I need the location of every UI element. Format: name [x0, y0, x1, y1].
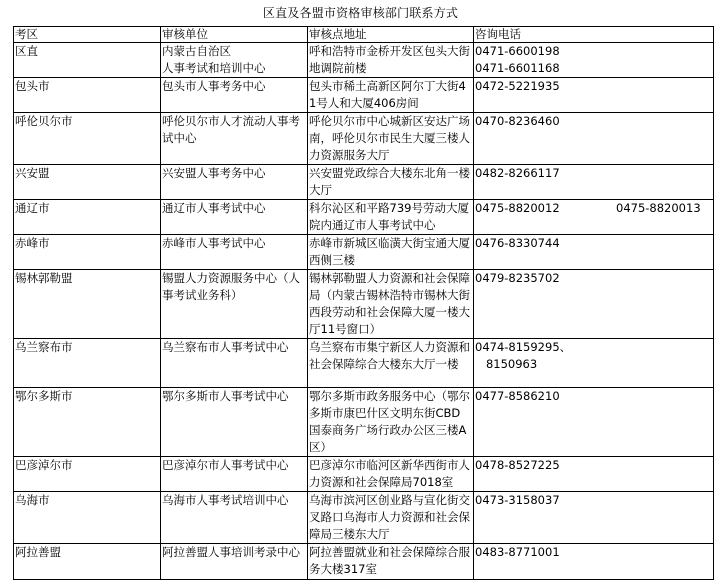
table-row — [14, 43, 714, 78]
cell-address — [308, 43, 474, 78]
table-row — [14, 235, 714, 270]
cell-unit — [161, 339, 308, 388]
cell-unit-text: 巴彦淖尔市人事考试中心 — [162, 458, 289, 472]
cell-phone-text: 0482-8266117 — [475, 166, 560, 180]
cell-address — [308, 78, 474, 113]
page-title: 区直及各盟市资格审核部门联系方式 — [262, 6, 459, 20]
cell-district — [14, 492, 161, 544]
cell-address-text: 呼伦贝尔市中心城新区安达广场南，呼伦贝尔市民生大厦三楼人力资源服务大厅 — [309, 114, 470, 162]
cell-phone-text: 0472-5221935 — [475, 79, 560, 93]
cell-phone — [474, 235, 714, 270]
cell-unit — [161, 270, 308, 339]
cell-address-text: 呼和浩特市金桥开发区包头大街地调院前楼 — [309, 44, 470, 75]
table-row — [14, 78, 714, 113]
cell-address-text: 乌兰察布市集宁新区人力资源和社会保障综合大楼东大厅一楼 — [309, 340, 470, 371]
cell-district-text: 赤峰市 — [15, 236, 50, 250]
cell-phone-text: 8150963 — [475, 357, 538, 371]
cell-address-text: 鄂尔多斯市政务服务中心（鄂尔多斯市康巴什区文明东街CBD国泰商务广场行政办公区三楼A区） — [309, 389, 470, 454]
cell-phone — [474, 388, 714, 457]
table-row — [14, 457, 714, 492]
cell-unit — [161, 235, 308, 270]
cell-district-text: 包头市 — [15, 79, 50, 93]
cell-address — [308, 457, 474, 492]
cell-unit — [161, 43, 308, 78]
cell-phone-extra: 0475-8820013 — [616, 201, 701, 215]
cell-phone — [474, 339, 714, 388]
cell-unit — [161, 113, 308, 165]
cell-unit-text: 乌海市人事考试培训中心 — [162, 493, 289, 507]
cell-address — [308, 235, 474, 270]
header-unit: 审核单位 — [161, 27, 308, 43]
cell-unit-text: 锡盟人力资源服务中心（人事考试业务科） — [162, 271, 300, 302]
cell-address-text: 阿拉善盟就业和社会保障综合服务大楼317室 — [309, 545, 470, 576]
cell-district-text: 呼伦贝尔市 — [15, 114, 73, 128]
cell-phone — [474, 78, 714, 113]
cell-phone-text: 0478-8527225 — [475, 458, 560, 472]
cell-address-text: 科尔沁区和平路739号劳动大厦院内通辽市人事考试中心 — [309, 201, 469, 232]
table-row — [14, 200, 714, 235]
cell-phone-text: 0474-8159295、 — [475, 340, 572, 354]
cell-address — [308, 200, 474, 235]
cell-address-text: 赤峰市新城区临潢大街宝通大厦西侧三楼 — [309, 236, 470, 267]
cell-unit — [161, 388, 308, 457]
cell-phone — [474, 544, 714, 580]
header-address: 审核点地址 — [308, 27, 474, 43]
cell-address — [308, 113, 474, 165]
cell-address-text: 乌海市滨河区创业路与宣化街交叉路口乌海市人力资源和社会保障局三楼东大厅 — [309, 493, 470, 541]
cell-address — [308, 339, 474, 388]
cell-phone-text: 0475-8820012 — [475, 201, 560, 215]
cell-unit-text: 内蒙古自治区 — [162, 44, 231, 58]
cell-phone — [474, 165, 714, 200]
cell-district — [14, 457, 161, 492]
cell-district — [14, 113, 161, 165]
cell-unit-text: 乌兰察布市人事考试中心 — [162, 340, 289, 354]
cell-unit — [161, 492, 308, 544]
cell-address-text: 兴安盟党政综合大楼东北角一楼大厅 — [309, 166, 470, 197]
cell-district — [14, 388, 161, 457]
cell-address-text: 包头市稀土高新区阿尔丁大街41号人和大厦406房间 — [309, 79, 466, 110]
cell-phone — [474, 270, 714, 339]
table-row — [14, 165, 714, 200]
table-row — [14, 544, 714, 580]
cell-district — [14, 200, 161, 235]
cell-phone-text: 0476-8330744 — [475, 236, 560, 250]
cell-unit-text: 赤峰市人事考试中心 — [162, 236, 266, 250]
cell-unit — [161, 544, 308, 580]
cell-district-text: 锡林郭勒盟 — [15, 271, 73, 285]
table-row — [14, 339, 714, 388]
cell-district-text: 巴彦淖尔市 — [15, 458, 73, 472]
cell-district-text: 兴安盟 — [15, 166, 50, 180]
cell-phone-text: 0470-8236460 — [475, 114, 560, 128]
cell-address-text: 锡林郭勒盟人力资源和社会保障局（内蒙古锡林浩特市锡林大街西段劳动和社会保障大厦一楼大厅11号窗口） — [309, 271, 470, 336]
cell-unit — [161, 78, 308, 113]
cell-phone — [474, 200, 714, 235]
cell-unit-text: 兴安盟人事考务中心 — [162, 166, 266, 180]
cell-district-text: 阿拉善盟 — [15, 545, 61, 559]
table-row — [14, 388, 714, 457]
cell-phone — [474, 492, 714, 544]
cell-district — [14, 235, 161, 270]
cell-phone-text: 0479-8235702 — [475, 271, 560, 285]
cell-district — [14, 339, 161, 388]
cell-address — [308, 544, 474, 580]
cell-district — [14, 544, 161, 580]
cell-unit-text: 通辽市人事考试中心 — [162, 201, 266, 215]
cell-unit-text: 鄂尔多斯市人事考试中心 — [162, 389, 289, 403]
cell-phone — [474, 457, 714, 492]
cell-phone-text: 0473-3158037 — [475, 493, 560, 507]
cell-address-text: 巴彦淖尔市临河区新华西街市人力资源和社会保障局7018室 — [309, 458, 470, 489]
cell-district-text: 乌海市 — [15, 493, 50, 507]
cell-unit — [161, 457, 308, 492]
cell-district — [14, 78, 161, 113]
cell-unit — [161, 200, 308, 235]
cell-phone — [474, 113, 714, 165]
cell-address — [308, 165, 474, 200]
cell-district — [14, 43, 161, 78]
cell-phone-text: 0483-8771001 — [475, 545, 560, 559]
cell-address — [308, 270, 474, 339]
cell-unit-text: 呼伦贝尔市人才流动人事考试中心 — [162, 114, 300, 145]
cell-phone — [474, 43, 714, 78]
cell-unit-text: 人事考试和培训中心 — [162, 61, 266, 75]
cell-unit-text: 包头市人事考务中心 — [162, 79, 266, 93]
cell-address — [308, 492, 474, 544]
cell-address — [308, 388, 474, 457]
cell-unit-text: 阿拉善盟人事培训考录中心 — [162, 545, 300, 559]
cell-district — [14, 270, 161, 339]
table-row — [14, 113, 714, 165]
cell-unit — [161, 165, 308, 200]
cell-phone-text: 0471-6601168 — [475, 61, 560, 75]
header-phone: 咨询电话 — [474, 27, 714, 43]
cell-phone-text: 0471-6600198 — [475, 44, 560, 58]
cell-district-text: 通辽市 — [15, 201, 50, 215]
cell-district-text: 区直 — [15, 44, 38, 58]
cell-district — [14, 165, 161, 200]
table-row — [14, 492, 714, 544]
cell-phone-text: 0477-8586210 — [475, 389, 560, 403]
cell-district-text: 鄂尔多斯市 — [15, 389, 73, 403]
table-row — [14, 270, 714, 339]
contact-table — [13, 26, 714, 580]
header-district: 考区 — [14, 27, 161, 43]
cell-district-text: 乌兰察布市 — [15, 340, 73, 354]
table-header-row — [14, 27, 714, 43]
